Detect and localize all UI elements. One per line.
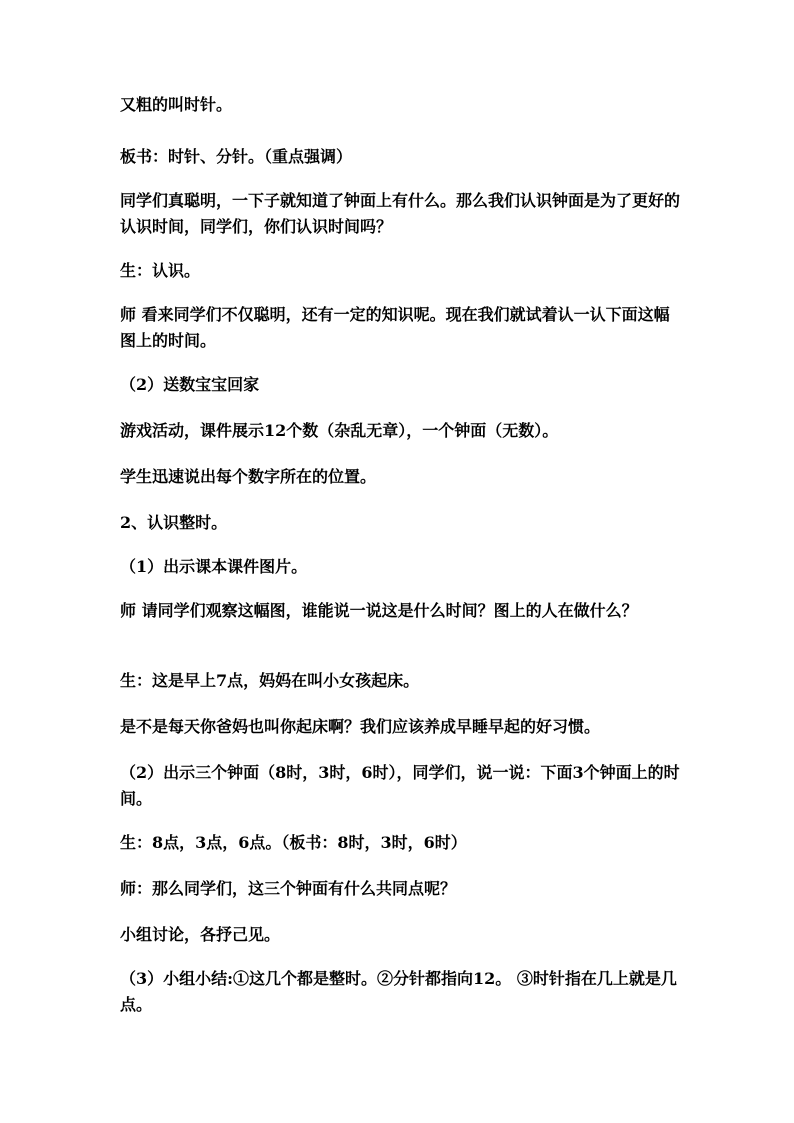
- paragraph-student-answer-recognize: 生：认识。: [120, 261, 201, 280]
- paragraph-teacher-observe-picture: 师 请同学们观察这幅图，谁能说一说这是什么时间？图上的人在做什么？: [120, 601, 638, 620]
- paragraph-student-answer-times: 生：8点，3点，6点。（板书：8时，3时，6时）: [120, 833, 467, 852]
- paragraph-students-say-positions: 学生迅速说出每个数字所在的位置。: [120, 467, 377, 486]
- paragraph-show-textbook-picture: （1）出示课本课件图片。: [120, 557, 308, 576]
- paragraph-section-send-numbers-home: （2）送数宝宝回家: [120, 375, 260, 394]
- paragraph-board-writing-hands: 板书：时针、分针。（重点强调）: [120, 147, 353, 166]
- paragraph-game-activity: 游戏活动，课件展示12个数（杂乱无章），一个钟面（无数）。: [120, 421, 559, 440]
- paragraph-group-summary: （3）小组小结:①这几个都是整时。②分针都指向12。 ③时针指在几上就是几点。: [120, 969, 677, 1014]
- paragraph-show-three-clocks: （2）出示三个钟面（8时，3时，6时），同学们，说一说：下面3个钟面上的时间。: [120, 763, 680, 808]
- paragraph-teacher-try-read-time: 师 看来同学们不仅聪明，还有一定的知识呢。现在我们就试着认一认下面这幅图上的时间。: [120, 305, 670, 350]
- paragraph-section-whole-hours: 2、认识整时。: [120, 513, 228, 532]
- paragraph-student-seven-oclock: 生：这是早上7点，妈妈在叫小女孩起床。: [120, 671, 420, 690]
- paragraph-good-habit: 是不是每天你爸妈也叫你起床啊？我们应该养成早睡早起的好习惯。: [120, 717, 601, 736]
- paragraph-clock-face-intro: 同学们真聪明，一下子就知道了钟面上有什么。那么我们认识钟面是为了更好的认识时间，同学们，你们认识时间吗？: [120, 191, 681, 236]
- paragraph-teacher-common-point: 师：那么同学们，这三个钟面有什么共同点呢？: [120, 879, 457, 898]
- paragraph-group-discussion: 小组讨论，各抒己见。: [120, 925, 281, 944]
- paragraph-hour-hand-definition: 又粗的叫时针。: [120, 95, 233, 114]
